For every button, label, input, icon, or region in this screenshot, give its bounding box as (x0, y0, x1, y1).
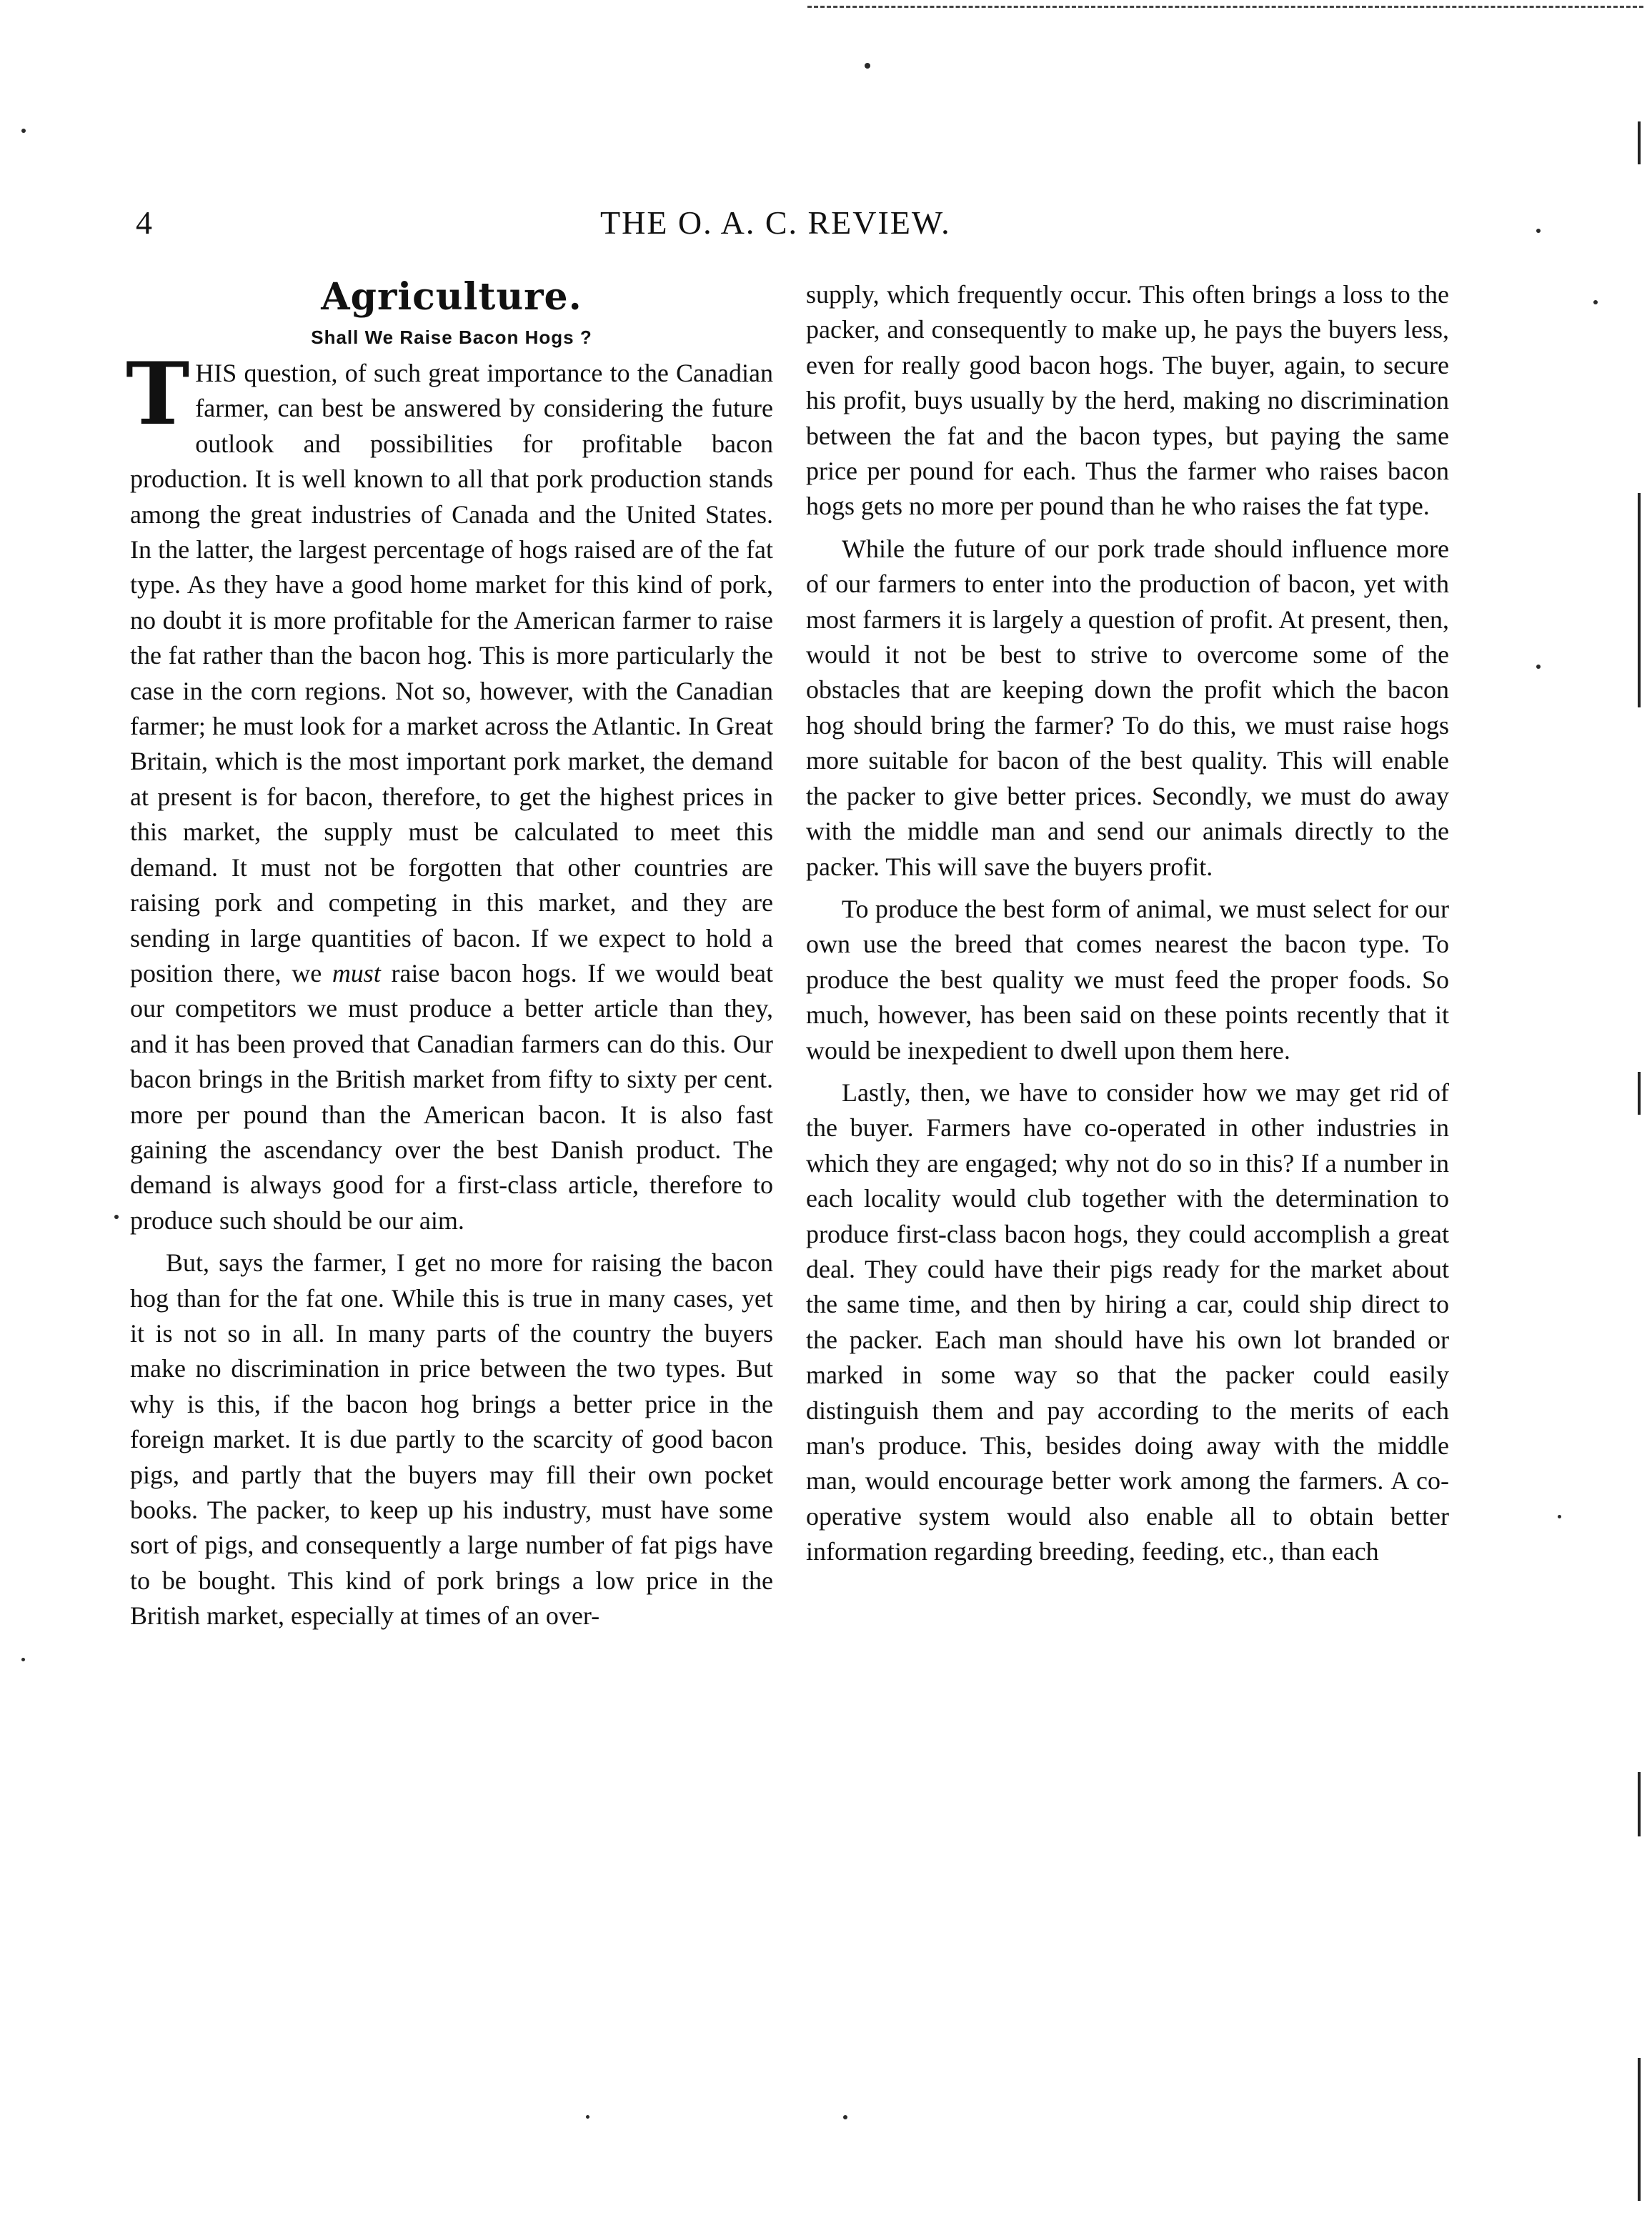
running-head (136, 202, 1508, 244)
emphasis-text: must (332, 958, 381, 988)
left-column (126, 275, 774, 1641)
right-column (806, 277, 1449, 1577)
journal-title: THE O. A. C. REVIEW. (600, 204, 951, 241)
drop-cap: T (126, 344, 190, 444)
scan-edge-mark (1638, 121, 1641, 164)
article-paragraph-3: While the future of our pork trade should influence more of our farmers to enter into the production of bacon, yet with most farmers it is largely a question of profit. At present, then, would it not be best to strive to overcome some of the obstacles that are keeping down the profit which the bacon hog should bring the farmer? To do this, we must raise hogs more suitable for bacon of the best quality. This will enable the packer to give better prices. Secondly, we must do away with the middle man and send our animals directly to the packer. This will save the buyers profit. (806, 534, 1449, 881)
scan-speck (1536, 665, 1541, 669)
scan-speck (586, 2115, 589, 2119)
article-paragraph-1 (126, 344, 774, 1238)
article-paragraph-4: To produce the best form of animal, we must select for our own use the breed that comes nearest the bacon type. To produce the best quality we must feed the proper foods. So much, however, has been said on these points recently that it would be inexpedient to dwell upon them here. (806, 894, 1449, 1065)
scan-edge-mark (1638, 1072, 1641, 1115)
paragraph-text: raise bacon hogs. If we would beat our competitors we must produce a better article than they, and it has been proved that Canadian farmers can do this. Our bacon brings in the British market from fifty to sixty per cent. more per pound than the American bacon. It is also fast gaining the ascendancy over the best Danish product. The demand is always good for a first-class article, therefore to produce such should be our aim. (130, 958, 774, 1235)
scan-edge-mark (1638, 2058, 1641, 2201)
scan-speck (114, 1215, 119, 1219)
scan-speck (21, 129, 26, 133)
scan-speck (865, 63, 870, 69)
article-paragraph-2-continued: supply, which frequently occur. This often brings a loss to the packer, and consequently to make up, he pays the buyers less, even for really good bacon hogs. The buyer, again, to secure his profit, buys usually by the herd, making no discrimination between the fat and the bacon types, but paying the same price per pound for each. Thus the farmer who raises bacon hogs gets no more per pound than he who raises the fat type. (806, 280, 1449, 521)
article-paragraph-5: Lastly, then, we have to consider how we may get rid of the buyer. Farmers have co-operated in other industries in which they are engaged; why not do so in this? If a number in each locality would club together with the determination to produce first-class bacon hogs, they could accomplish a great deal. They could have their pigs ready for the market about the same time, and then by hiring a car, could ship direct to the packer. Each man should have his own lot branded or marked in some way so that the packer could easily distinguish them and pay according to the merits of each man's produce. This, besides doing away with the middle man, would encourage better work among the farmers. A co-operative system would also enable all to obtain better information regarding breeding, feeding, etc., than each (806, 1078, 1449, 1566)
scan-speck (1558, 1515, 1561, 1518)
paragraph-text: HIS question, of such great importance to the Canadian farmer, can best be answered by considering the future outlook and possibilities for profitable bacon production. It is well known to all that pork production stands among the great industries of Canada and the United States. In the latter, the largest percentage of hogs raised are of the fat type. As they have a good home market for this kind of pork, no doubt it is more profitable for the American farmer to raise the fat rather than the bacon hog. This is more particularly the case in the corn regions. Not so, however, with the Canadian farmer; he must look for a market across the Atlantic. In Great Britain, which is the most important pork market, the demand at present is for bacon, therefore, to get the highest prices in this market, the supply must be calculated to meet this demand. It must not be forgotten that other countries are raising pork and competing in this market, and they are sending in large quantities of bacon. If we expect to hold a position there, we (130, 359, 773, 988)
scan-speck (843, 2115, 847, 2119)
scan-speck (1536, 229, 1541, 233)
article-paragraph-2: But, says the farmer, I get no more for raising the bacon hog than for the fat one. While this is true in many cases, yet it is not so in all. In many parts of the country the buyers make no discrimination in price between the two types. But why is this, if the bacon hog brings a better price in the foreign market. It is due partly to the scarcity of good bacon pigs, and partly that the buyers may fill their own pocket books. The packer, to keep up his industry, must have some sort of pigs, and consequently a large number of fat pigs have to be bought. This kind of pork brings a low price in the British market, especially at times of an over- (130, 1248, 773, 1631)
scan-speck (1593, 300, 1598, 304)
scan-edge-mark (1638, 493, 1641, 707)
section-title: Agriculture. (321, 275, 582, 319)
page-number: 4 (136, 204, 152, 241)
scan-edge-mark (1638, 1772, 1641, 1836)
article-title: Shall We Raise Bacon Hogs ? (311, 327, 592, 348)
scan-speck (21, 1658, 25, 1661)
scan-edge-line (807, 6, 1643, 8)
